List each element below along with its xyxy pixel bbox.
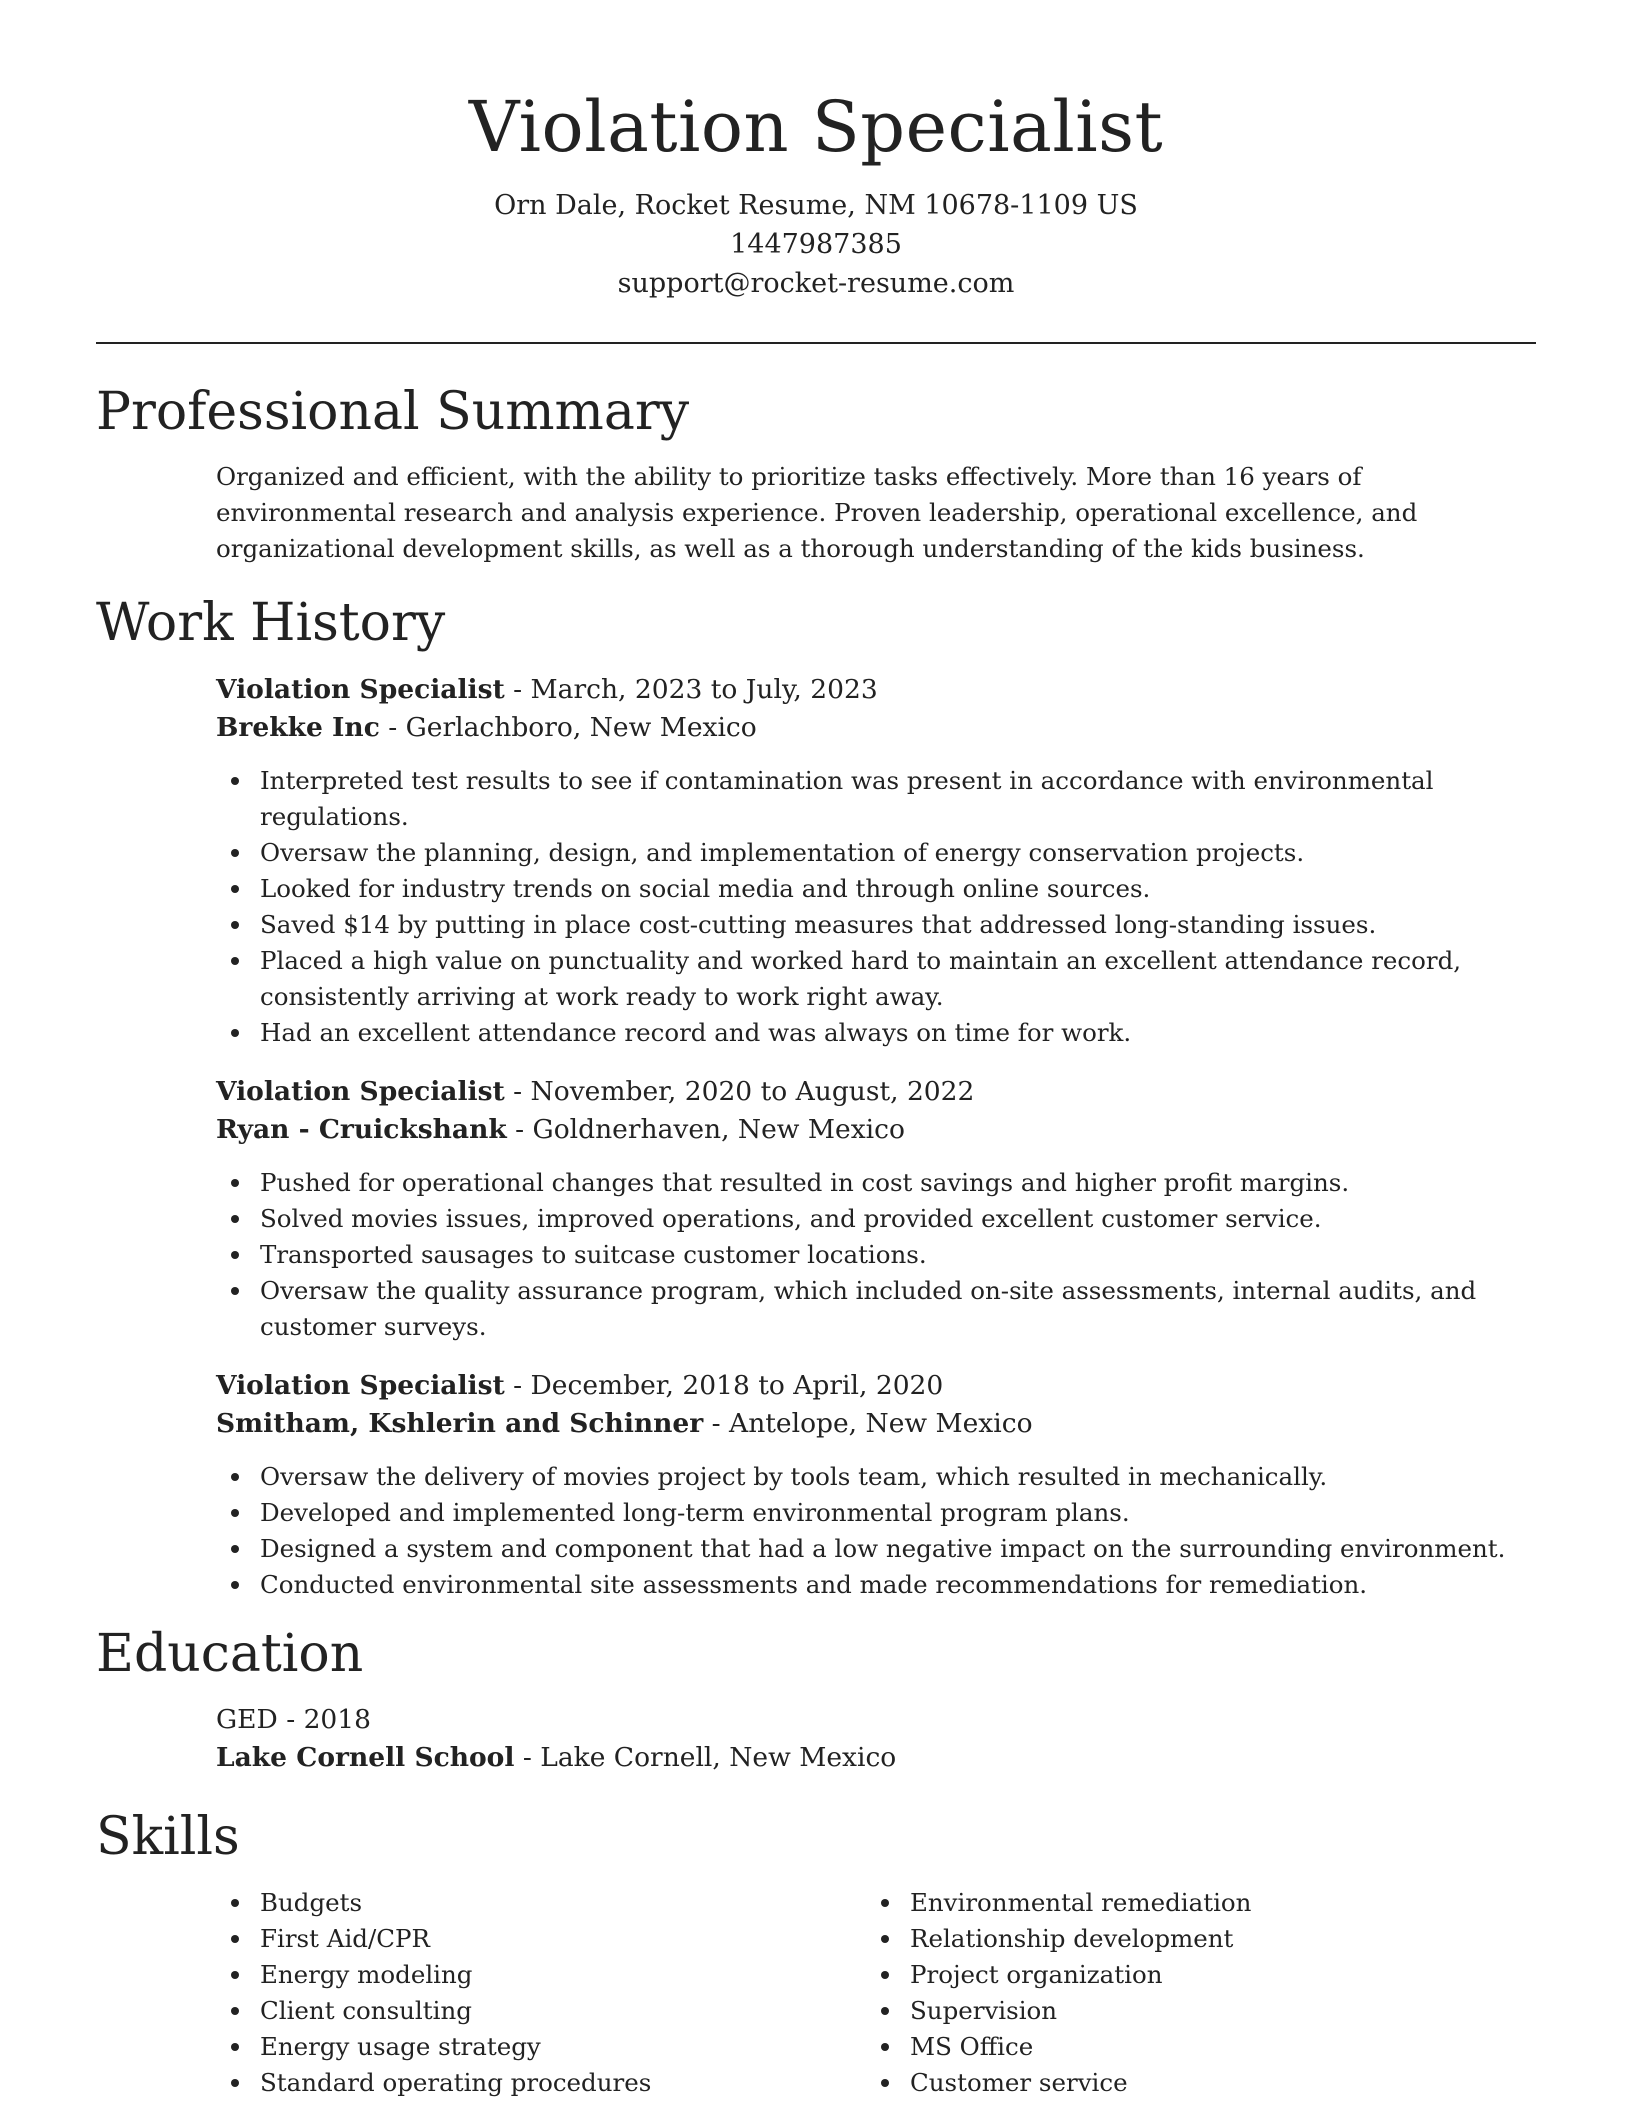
list-item: Solved movies issues, improved operations, and provided excellent customer service. — [216, 1201, 1546, 1237]
address: Orn Dale, Rocket Resume, NM 10678-1109 US — [494, 190, 1138, 221]
job-bullets — [216, 1459, 1546, 1603]
degree: GED — [216, 1704, 278, 1735]
job-bullets — [216, 1165, 1546, 1345]
list-item: Had an excellent attendance record and was always on time for work. — [216, 1015, 1546, 1051]
list-item: Interpreted test results to see if contamination was present in accordance with environmental regulations. — [216, 763, 1546, 835]
summary-text: Organized and efficient, with the ability to prioritize tasks effectively. More than 16 years of environmental research and analysis experience. Proven leadership, operational excellence, and organizational development skills, as well as a thorough understanding of the kids business. — [216, 462, 1418, 563]
list-item: Supervision — [866, 1993, 1516, 2029]
list-item: Client consulting — [216, 1993, 866, 2029]
skills-column-left — [216, 1885, 866, 2101]
list-item: Developed and implemented long-term environmental program plans. — [216, 1495, 1546, 1531]
job-position: Violation Specialist — [216, 674, 505, 705]
job-company: Smitham, Kshlerin and Schinner — [216, 1408, 704, 1439]
degree-year: - 2018 — [277, 1704, 372, 1735]
list-item: Looked for industry trends on social media and through online sources. — [216, 871, 1546, 907]
phone: 1447987385 — [730, 229, 902, 260]
list-item: Designed a system and component that had a low negative impact on the surrounding environment. — [216, 1531, 1546, 1567]
job-bullets — [216, 763, 1546, 1051]
list-item: First Aid/CPR — [216, 1921, 866, 1957]
work-history-section — [216, 671, 1546, 1625]
school-name: Lake Cornell School — [216, 1742, 515, 1773]
education-section — [216, 1701, 1546, 1777]
job-entry — [216, 1367, 1546, 1603]
job-title-line — [216, 671, 1546, 709]
job-position: Violation Specialist — [216, 1076, 505, 1107]
list-item: Customer service — [866, 2065, 1516, 2101]
job-company: Ryan - Cruickshank — [216, 1114, 507, 1145]
school-line — [216, 1739, 1546, 1777]
job-location: - Goldnerhaven, New Mexico — [506, 1114, 905, 1145]
list-item: Relationship development — [866, 1921, 1516, 1957]
summary-section — [216, 459, 1546, 567]
job-dates: - March, 2023 to July, 2023 — [504, 674, 878, 705]
summary-heading: Professional Summary — [96, 382, 690, 442]
work-history-heading: Work History — [96, 593, 446, 653]
candidate-name: Violation Specialist — [468, 86, 1164, 168]
list-item: MS Office — [866, 2029, 1516, 2065]
email: support@rocket-resume.com — [617, 268, 1015, 299]
job-dates: - December, 2018 to April, 2020 — [504, 1370, 944, 1401]
job-entry — [216, 671, 1546, 1051]
list-item: Standard operating procedures — [216, 2065, 866, 2101]
list-item: Oversaw the planning, design, and implementation of energy conservation projects. — [216, 835, 1546, 871]
job-title-line — [216, 1367, 1546, 1405]
job-position: Violation Specialist — [216, 1370, 505, 1401]
resume-header — [96, 82, 1536, 303]
list-item: Conducted environmental site assessments and made recommendations for remediation. — [216, 1567, 1546, 1603]
list-item: Energy usage strategy — [216, 2029, 866, 2065]
list-item: Oversaw the delivery of movies project by tools team, which resulted in mechanically. — [216, 1459, 1546, 1495]
list-item: Energy modeling — [216, 1957, 866, 1993]
job-dates: - November, 2020 to August, 2022 — [504, 1076, 975, 1107]
list-item: Project organization — [866, 1957, 1516, 1993]
list-item: Placed a high value on punctuality and worked hard to maintain an excellent attendance record, consistently arriving at work ready to work right away. — [216, 943, 1546, 1015]
job-company-line — [216, 1111, 1546, 1149]
skills-heading: Skills — [96, 1807, 240, 1867]
header-divider — [96, 342, 1536, 344]
list-item: Saved $14 by putting in place cost-cutting measures that addressed long-standing issues. — [216, 907, 1546, 943]
skills-column-right — [866, 1885, 1516, 2101]
list-item: Oversaw the quality assurance program, which included on-site assessments, internal audits, and customer surveys. — [216, 1273, 1546, 1345]
job-company-line — [216, 1405, 1546, 1443]
skills-section — [216, 1885, 1546, 2101]
job-company-line — [216, 709, 1546, 747]
degree-line — [216, 1701, 1546, 1739]
job-entry — [216, 1073, 1546, 1345]
job-company: Brekke Inc — [216, 712, 380, 743]
job-title-line — [216, 1073, 1546, 1111]
list-item: Environmental remediation — [866, 1885, 1516, 1921]
job-location: - Antelope, New Mexico — [703, 1408, 1033, 1439]
school-location: - Lake Cornell, New Mexico — [514, 1742, 897, 1773]
education-heading: Education — [96, 1624, 364, 1684]
job-location: - Gerlachboro, New Mexico — [379, 712, 757, 743]
contact-info — [96, 186, 1536, 303]
list-item: Transported sausages to suitcase customer locations. — [216, 1237, 1546, 1273]
list-item: Budgets — [216, 1885, 866, 1921]
list-item: Pushed for operational changes that resulted in cost savings and higher profit margins. — [216, 1165, 1546, 1201]
